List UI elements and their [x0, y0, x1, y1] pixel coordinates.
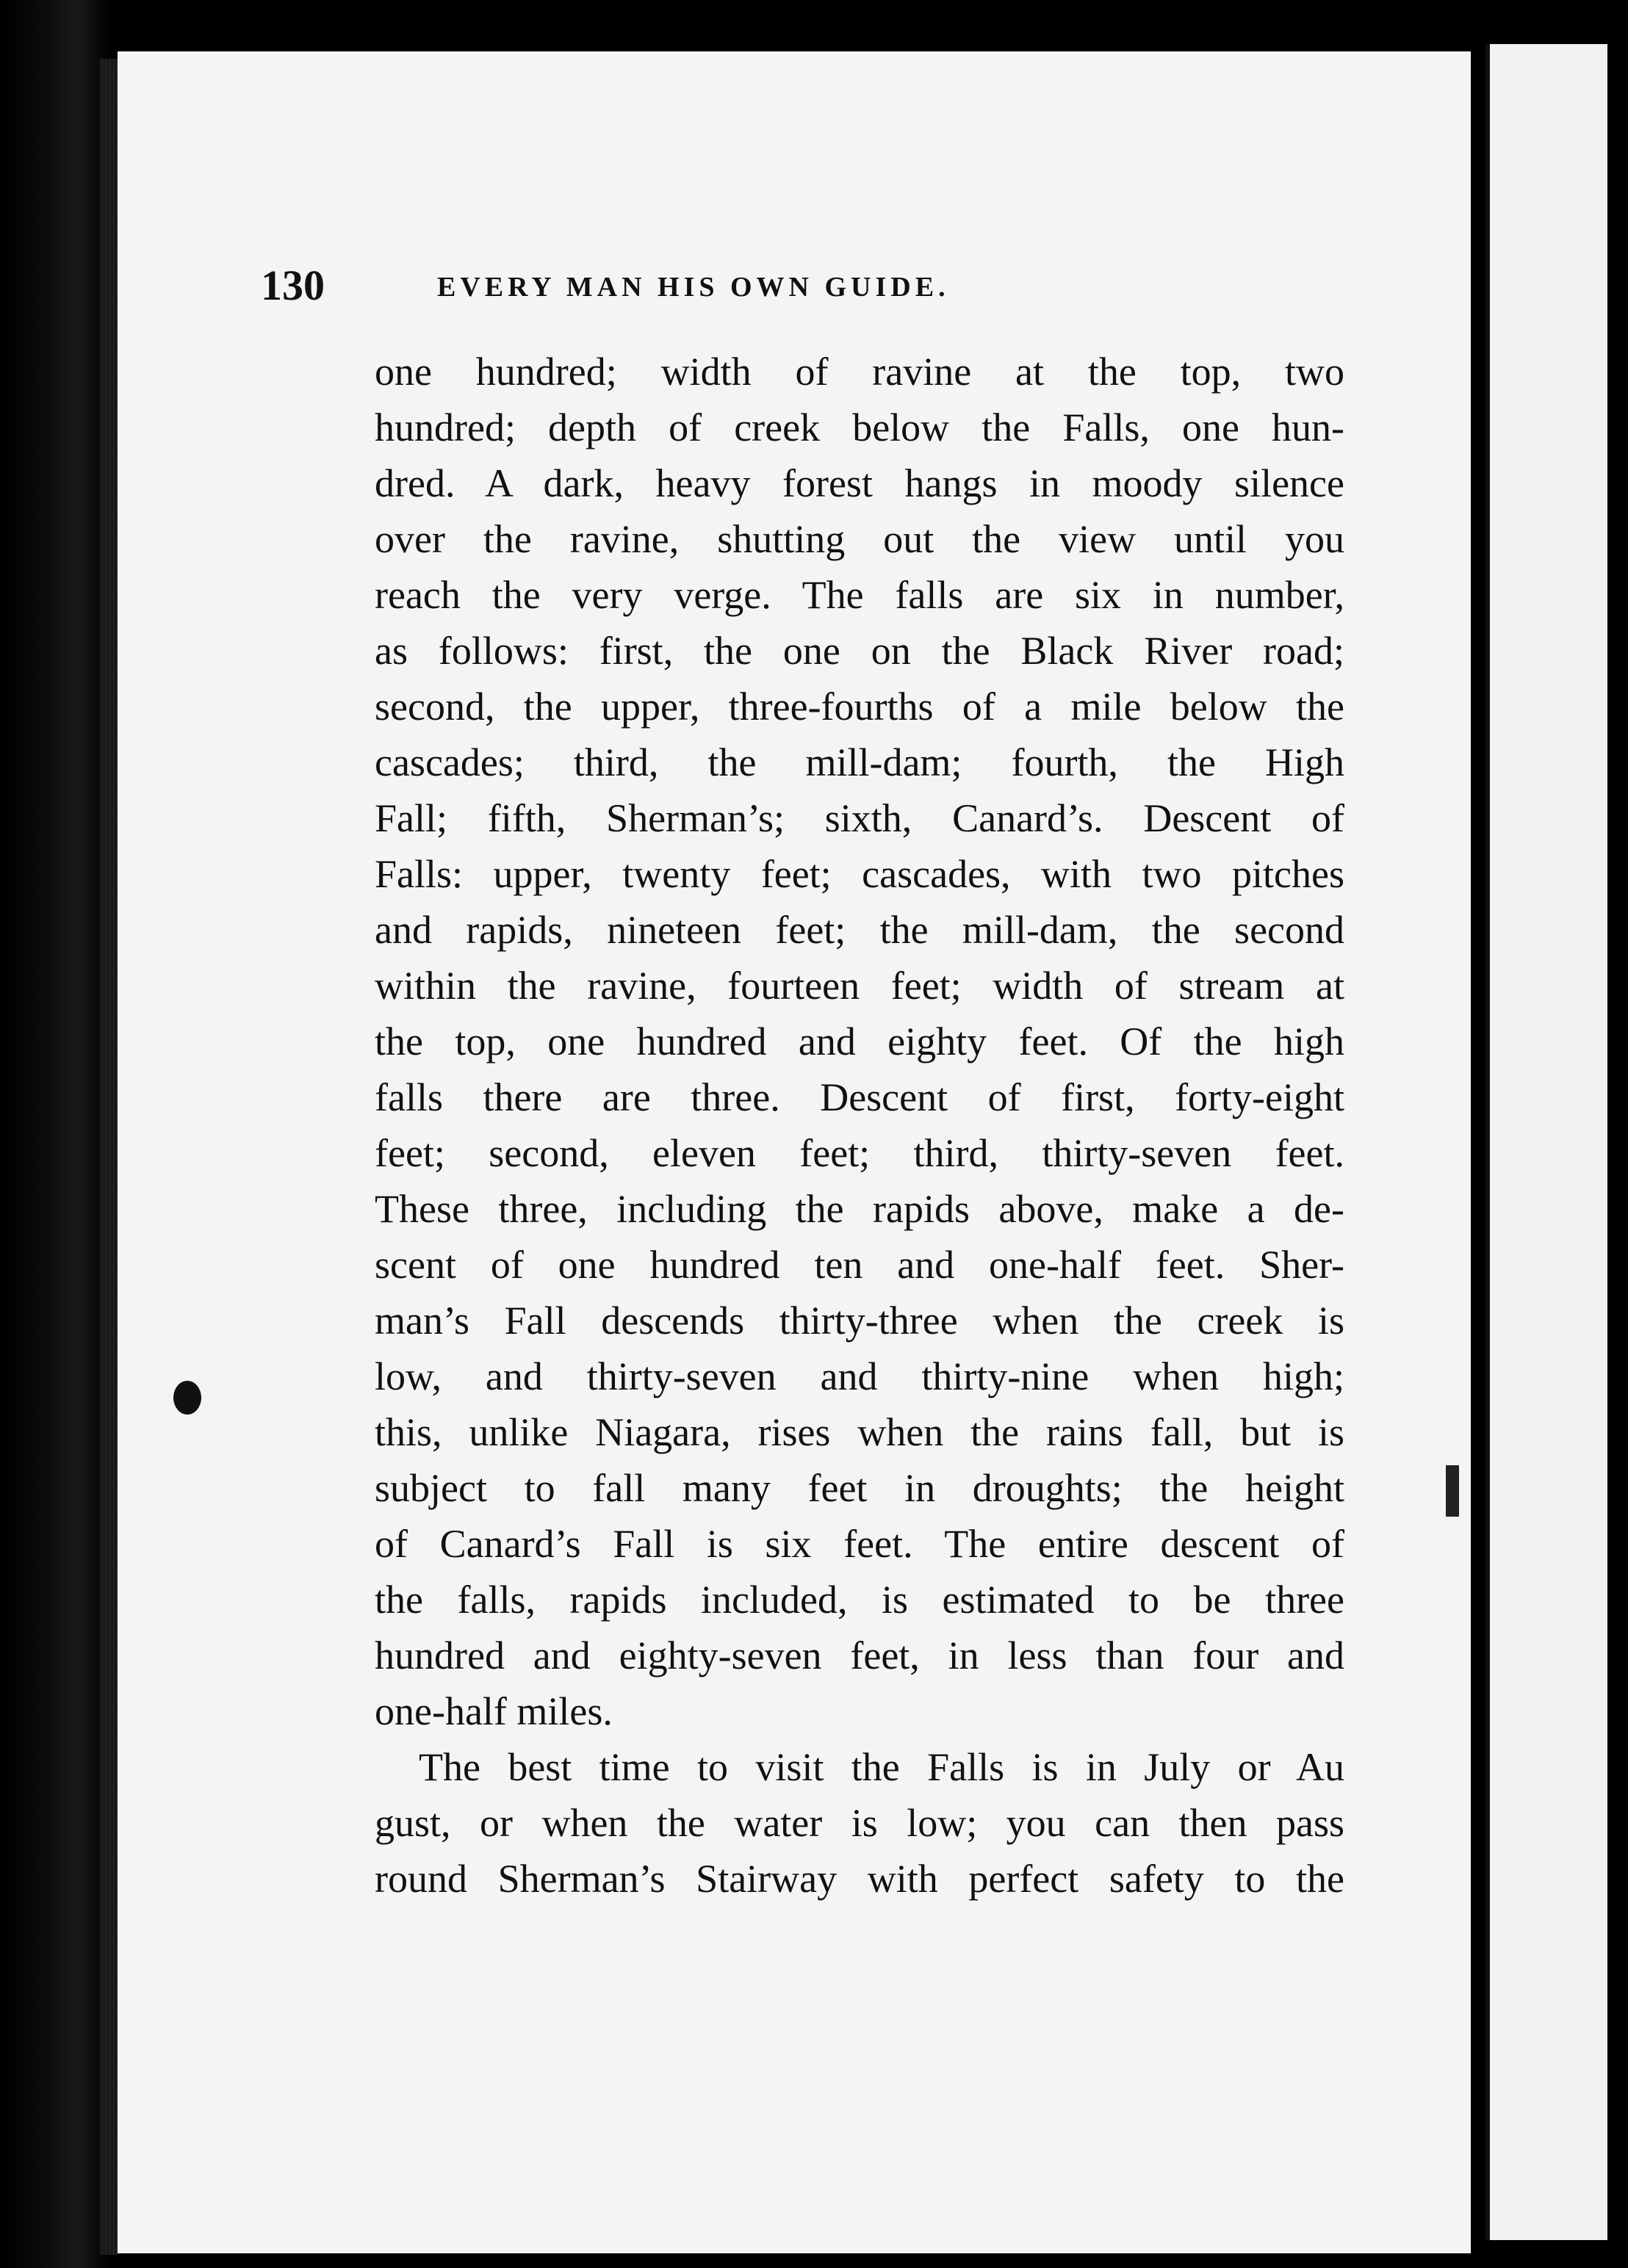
- text-line: one hundred; width of ravine at the top, two: [375, 350, 1344, 394]
- page-edges: [100, 59, 119, 2255]
- text-line: low, and thirty-seven and thirty-nine when high;: [375, 1354, 1344, 1398]
- text-line: dred. A dark, heavy forest hangs in moody silence: [375, 461, 1344, 505]
- text-line: falls there are three. Descent of first, forty-eight: [375, 1075, 1344, 1119]
- text-line: one-half miles.: [375, 1689, 613, 1733]
- text-line: the falls, rapids included, is estimated to be three: [375, 1578, 1344, 1622]
- text-line: of Canard’s Fall is six feet. The entire descent of: [375, 1522, 1344, 1566]
- text-line: round Sherman’s Stairway with perfect safety to the: [375, 1857, 1344, 1901]
- paragraph-2: [375, 1739, 1344, 1907]
- body-text: [375, 344, 1344, 1907]
- text-line: the top, one hundred and eighty feet. Of the high: [375, 1019, 1344, 1063]
- text-line: feet; second, eleven feet; third, thirty-seven feet.: [375, 1131, 1344, 1175]
- book-spine: [0, 0, 110, 2268]
- text-line: as follows: first, the one on the Black River road;: [375, 629, 1344, 673]
- ink-blot: [173, 1381, 201, 1415]
- running-head: [261, 261, 1363, 319]
- text-line: Falls: upper, twenty feet; cascades, with two pitches: [375, 852, 1344, 896]
- paragraph-1: [375, 344, 1344, 1739]
- text-line: over the ravine, shutting out the view until you: [375, 517, 1344, 561]
- text-line: reach the very verge. The falls are six in number,: [375, 573, 1344, 617]
- text-line: hundred; depth of creek below the Falls, one hun-: [375, 405, 1344, 449]
- text-line: The best time to visit the Falls is in July or Au: [419, 1745, 1344, 1789]
- text-line: gust, or when the water is low; you can then pass: [375, 1801, 1344, 1845]
- text-line: hundred and eighty-seven feet, in less than four and: [375, 1633, 1344, 1677]
- text-line: subject to fall many feet in droughts; the height: [375, 1466, 1344, 1510]
- text-line: second, the upper, three-fourths of a mile below the: [375, 685, 1344, 729]
- page-edge-mark: [1446, 1465, 1459, 1517]
- text-line: within the ravine, fourteen feet; width of stream at: [375, 964, 1344, 1008]
- text-line: man’s Fall descends thirty-three when the creek is: [375, 1299, 1344, 1343]
- text-line: this, unlike Niagara, rises when the rains fall, but is: [375, 1410, 1344, 1454]
- running-head-title: EVERY MAN HIS OWN GUIDE.: [437, 272, 950, 303]
- text-line: and rapids, nineteen feet; the mill-dam, the second: [375, 908, 1344, 952]
- text-line: Fall; fifth, Sherman’s; sixth, Canard’s. Descent of: [375, 796, 1344, 840]
- text-line: These three, including the rapids above, make a de-: [375, 1187, 1344, 1231]
- text-line: scent of one hundred ten and one-half feet. Sher-: [375, 1243, 1344, 1287]
- page-number: 130: [261, 261, 325, 309]
- facing-page-edge: [1485, 44, 1607, 2240]
- text-line: cascades; third, the mill-dam; fourth, the High: [375, 740, 1344, 784]
